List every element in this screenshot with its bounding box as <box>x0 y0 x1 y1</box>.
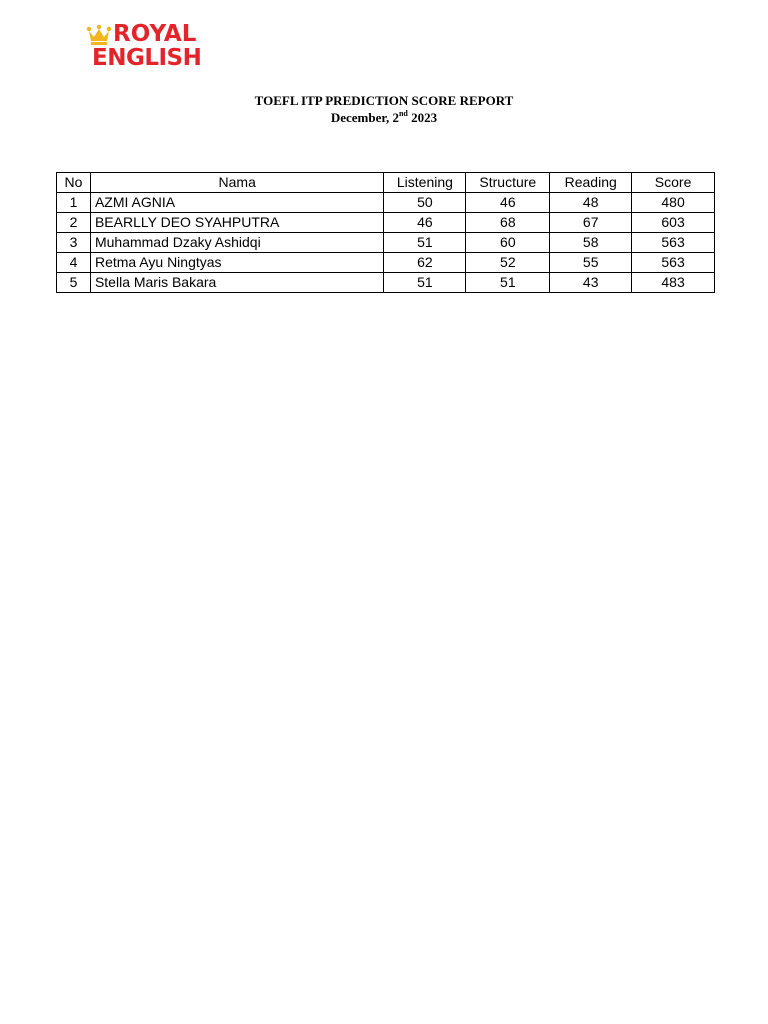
cell-name: Retma Ayu Ningtyas <box>90 253 384 273</box>
cell-reading: 55 <box>550 253 632 273</box>
cell-structure: 60 <box>466 233 550 253</box>
header-structure: Structure <box>466 173 550 193</box>
cell-no: 5 <box>57 273 91 293</box>
cell-score: 563 <box>632 233 715 253</box>
crown-icon <box>86 24 112 46</box>
cell-listening: 50 <box>384 193 466 213</box>
header-reading: Reading <box>550 173 632 193</box>
cell-no: 4 <box>57 253 91 273</box>
cell-score: 480 <box>632 193 715 213</box>
table-header-row <box>57 173 715 193</box>
cell-name: Muhammad Dzaky Ashidqi <box>90 233 384 253</box>
cell-name: AZMI AGNIA <box>90 193 384 213</box>
cell-listening: 62 <box>384 253 466 273</box>
table-row <box>57 273 715 293</box>
report-title: TOEFL ITP PREDICTION SCORE REPORT <box>254 93 514 108</box>
cell-structure: 51 <box>466 273 550 293</box>
report-date-prefix: December, 2 <box>330 110 399 125</box>
cell-structure: 46 <box>466 193 550 213</box>
cell-listening: 51 <box>384 233 466 253</box>
cell-reading: 67 <box>550 213 632 233</box>
table-row <box>57 253 715 273</box>
cell-no: 1 <box>57 193 91 213</box>
report-date-suffix: nd <box>398 108 408 118</box>
cell-reading: 58 <box>550 233 632 253</box>
cell-no: 3 <box>57 233 91 253</box>
cell-reading: 48 <box>550 193 632 213</box>
report-date-year: 2023 <box>407 110 438 125</box>
cell-listening: 46 <box>384 213 466 233</box>
royal-english-logo <box>86 22 208 74</box>
logo-text-english: ENGLISH <box>92 45 202 71</box>
cell-score: 603 <box>632 213 715 233</box>
cell-name: Stella Maris Bakara <box>90 273 384 293</box>
cell-score: 563 <box>632 253 715 273</box>
report-date <box>0 109 768 126</box>
table-row <box>57 193 715 213</box>
cell-structure: 68 <box>466 213 550 233</box>
cell-score: 483 <box>632 273 715 293</box>
logo-text-royal: ROYAL <box>113 21 197 47</box>
cell-no: 2 <box>57 213 91 233</box>
cell-reading: 43 <box>550 273 632 293</box>
score-table <box>56 172 715 293</box>
table-row <box>57 233 715 253</box>
header-listening: Listening <box>384 173 466 193</box>
header-no: No <box>57 173 91 193</box>
header-score: Score <box>632 173 715 193</box>
cell-name: BEARLLY DEO SYAHPUTRA <box>90 213 384 233</box>
cell-structure: 52 <box>466 253 550 273</box>
cell-listening: 51 <box>384 273 466 293</box>
header-name: Nama <box>90 173 384 193</box>
table-row <box>57 213 715 233</box>
